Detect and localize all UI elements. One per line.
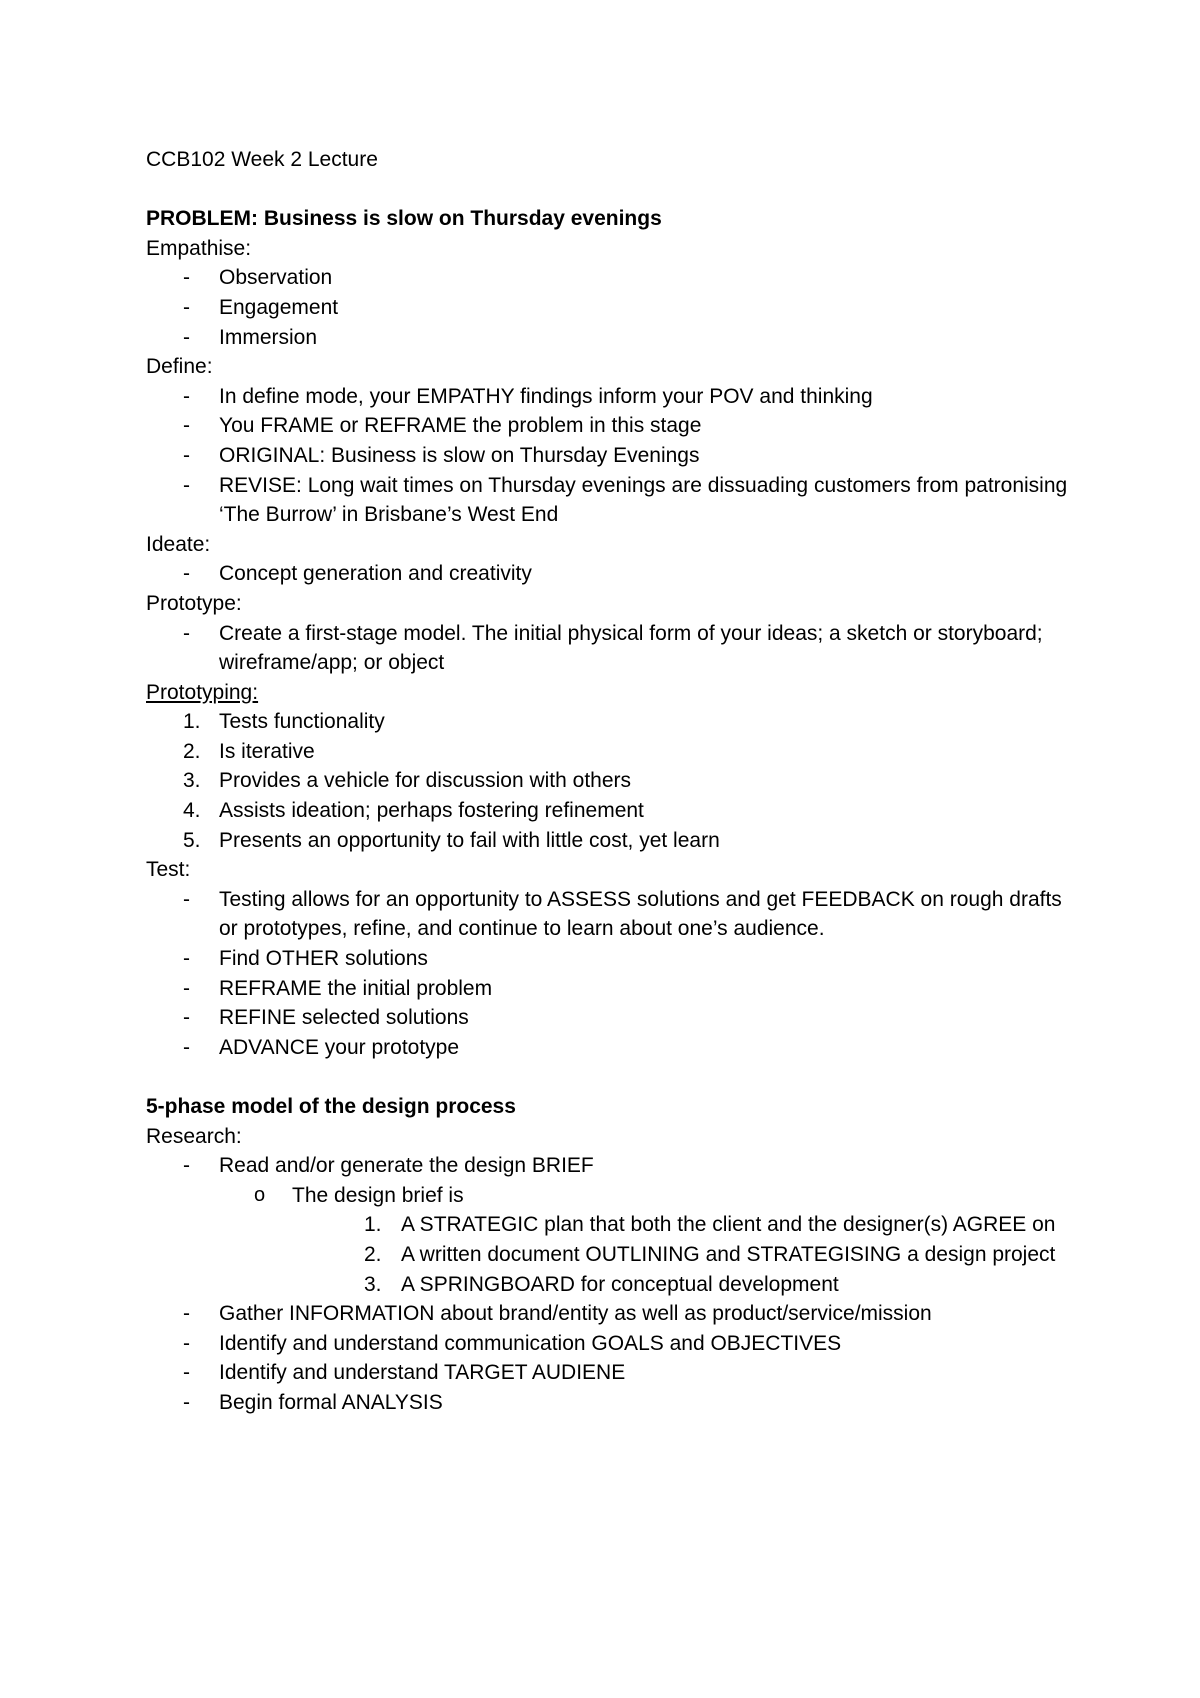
list-item: - Immersion [146,323,1086,353]
list-item: - Identify and understand communication GOALS and OBJECTIVES [146,1329,1086,1359]
bullet-dash: - [183,562,190,586]
problem-heading: PROBLEM: Business is slow on Thursday evenings [146,207,662,231]
list-number: 5. [183,828,201,852]
list-number: 2. [183,739,201,763]
bullet-dash: - [183,1006,190,1030]
numbered-item: 1. A STRATEGIC plan that both the client and the designer(s) AGREE on [146,1210,1086,1240]
list-item: - REFINE selected solutions [146,1003,1086,1033]
bullet-dash: - [183,976,190,1000]
bullet-dash: - [183,443,190,467]
five-phase-heading: 5-phase model of the design process [146,1095,516,1118]
list-item: - REVISE: Long wait times on Thursday evenings are dissuading customers from patronising ‘The Burrow’ in Brisbane’s West End [146,471,1086,530]
list-item: - Create a first-stage model. The initial physical form of your ideas; a sketch or storyboard; wireframe/app; or object [146,619,1086,678]
document-title: CCB102 Week 2 Lecture [146,148,378,171]
ideate-list [146,559,1086,589]
list-item: - Gather INFORMATION about brand/entity as well as product/service/mission [146,1299,1086,1329]
list-item: - Identify and understand TARGET AUDIENE [146,1358,1086,1388]
list-item: - Find OTHER solutions [146,944,1086,974]
bullet-circle: o [254,1183,266,1206]
paragraph-gap [146,1062,1086,1092]
list-item: - Read and/or generate the design BRIEF [146,1151,1086,1181]
list-item: - You FRAME or REFRAME the problem in this stage [146,411,1086,441]
list-item: - Engagement [146,293,1086,323]
bullet-dash: - [183,384,190,408]
list-number: 4. [183,799,201,823]
prototype-heading: Prototype: [146,591,242,615]
document-page [146,145,1086,1418]
bullet-dash: - [183,266,190,290]
define-list [146,382,1086,530]
bullet-dash: - [183,1390,190,1414]
test-heading: Test: [146,858,191,882]
test-list [146,885,1086,1063]
list-item: - Testing allows for an opportunity to ASSESS solutions and get FEEDBACK on rough drafts or prototypes, refine, and continue to learn about one’s audience. [146,885,1086,944]
numbered-item: 2. A written document OUTLINING and STRATEGISING a design project [146,1240,1086,1270]
numbered-item: 4. Assists ideation; perhaps fostering refinement [146,796,1086,826]
ideate-heading: Ideate: [146,532,211,556]
bullet-dash: - [183,1331,190,1355]
research-heading: Research: [146,1124,242,1148]
list-item: - Observation [146,263,1086,293]
list-item: - REFRAME the initial problem [146,974,1086,1004]
prototyping-list [146,707,1086,855]
bullet-dash: - [183,1154,190,1178]
numbered-item: 3. Provides a vehicle for discussion with others [146,766,1086,796]
prototype-list [146,619,1086,678]
bullet-dash: - [183,621,190,645]
empathise-list [146,263,1086,352]
list-item: - ADVANCE your prototype [146,1033,1086,1063]
list-item: - Concept generation and creativity [146,559,1086,589]
prototyping-heading: Prototyping: [146,680,259,704]
list-item: - In define mode, your EMPATHY findings inform your POV and thinking [146,382,1086,412]
bullet-dash: - [183,1035,190,1059]
bullet-dash: - [183,295,190,319]
bullet-dash: - [183,325,190,349]
research-list [146,1151,1086,1417]
bullet-dash: - [183,1302,190,1326]
list-number: 2. [364,1242,382,1266]
bullet-dash: - [183,1361,190,1385]
empathise-heading: Empathise: [146,236,252,260]
list-number: 3. [183,769,201,793]
list-number: 3. [364,1272,382,1296]
bullet-dash: - [183,473,190,497]
bullet-dash: - [183,887,190,911]
define-heading: Define: [146,355,213,379]
numbered-item: 2. Is iterative [146,737,1086,767]
sub-list-item: o The design brief is [146,1181,1086,1211]
numbered-item: 3. A SPRINGBOARD for conceptual development [146,1270,1086,1300]
list-item: - ORIGINAL: Business is slow on Thursday Evenings [146,441,1086,471]
bullet-dash: - [183,414,190,438]
bullet-dash: - [183,947,190,971]
numbered-item: 5. Presents an opportunity to fail with little cost, yet learn [146,826,1086,856]
list-number: 1. [183,710,201,734]
list-item: - Begin formal ANALYSIS [146,1388,1086,1418]
numbered-item: 1. Tests functionality [146,707,1086,737]
list-number: 1. [364,1213,382,1237]
